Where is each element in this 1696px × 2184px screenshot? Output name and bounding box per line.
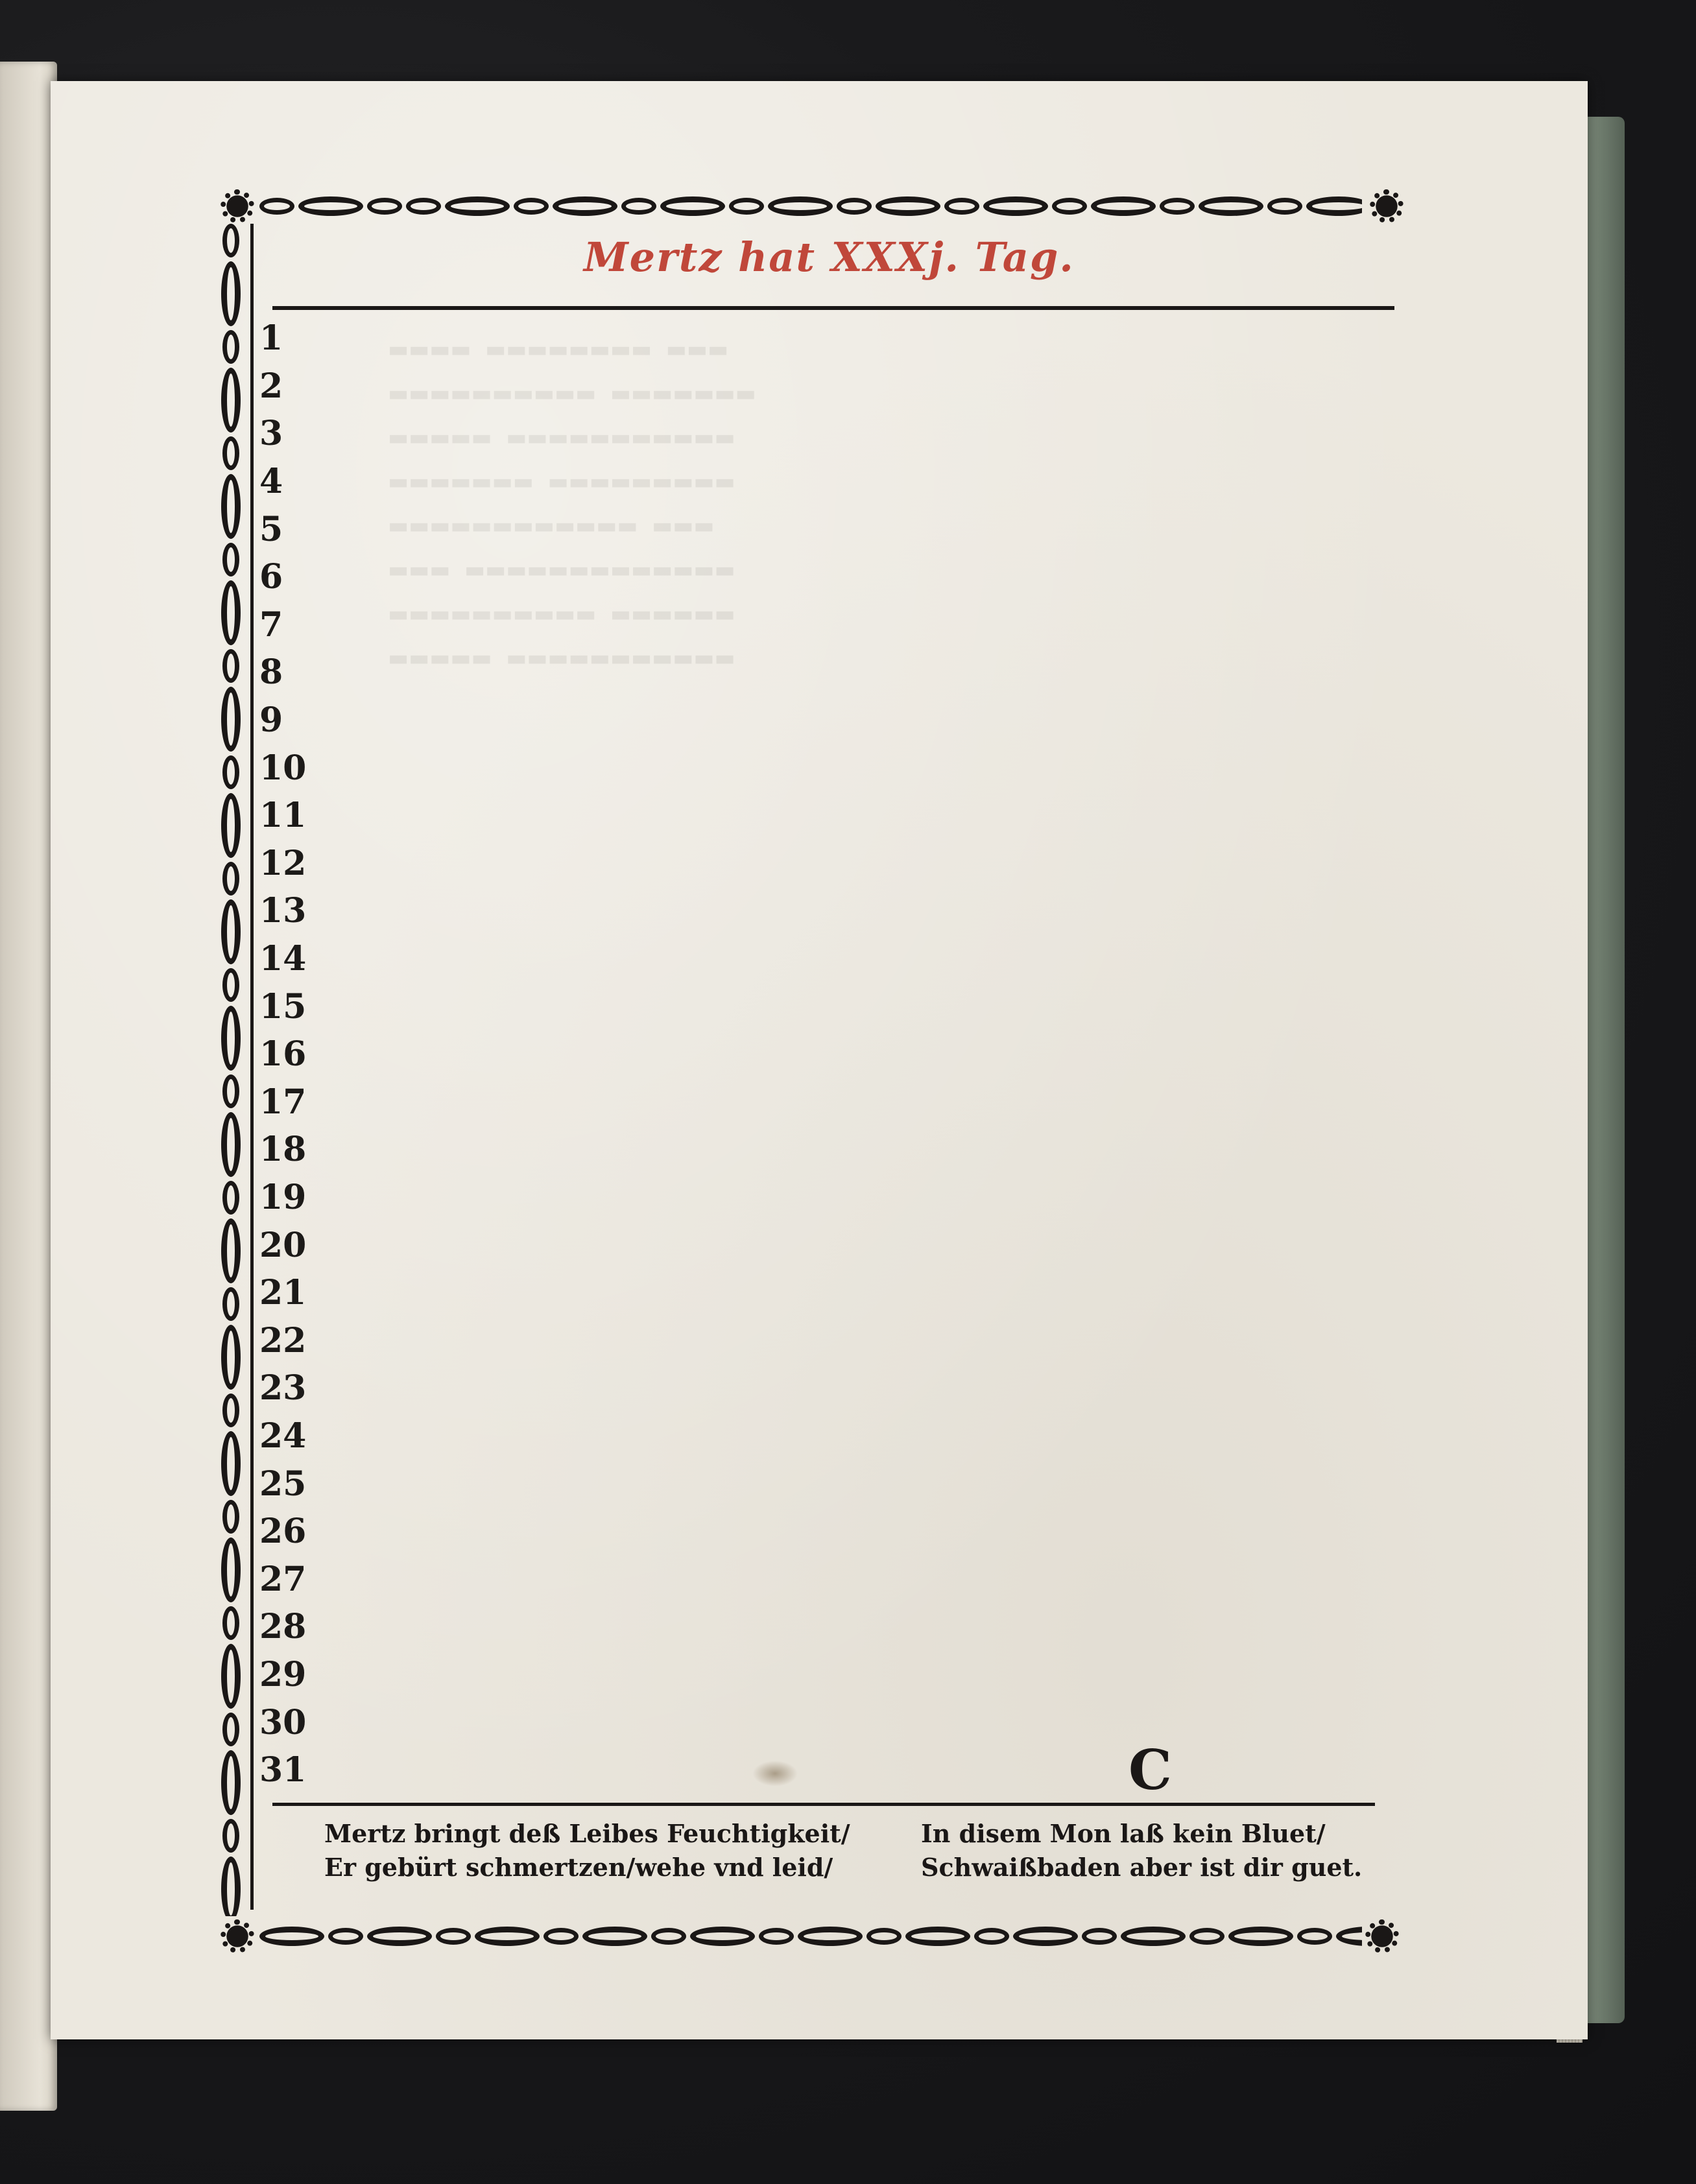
verse-line: Mertz bringt deß Leibes Feuchtigkeit/ (324, 1819, 850, 1848)
border-link (1336, 1927, 1362, 1946)
border-link (445, 196, 510, 216)
day-number: 19 (259, 1177, 307, 1217)
border-link (866, 1928, 902, 1945)
day-number: 2 (259, 366, 283, 406)
border-link (221, 580, 241, 645)
day-number: 26 (259, 1512, 307, 1552)
day-number: 30 (259, 1702, 307, 1742)
border-link (222, 862, 239, 896)
day-number: 8 (259, 652, 283, 693)
border-link (221, 261, 241, 326)
day-number: 21 (259, 1273, 307, 1313)
bottom-border-ornament (259, 1919, 1362, 1953)
verse-line: In disem Mon laß kein Bluet/ (921, 1819, 1326, 1848)
paper-stain (752, 1761, 798, 1786)
border-link (1082, 1928, 1117, 1945)
border-link (221, 474, 241, 539)
border-link (221, 793, 241, 858)
day-number: 1 (259, 318, 283, 359)
previous-page-edge (0, 62, 57, 2111)
day-number: 7 (259, 604, 283, 645)
border-link (222, 968, 239, 1002)
moon-phase-symbol: C (1129, 1738, 1172, 1802)
border-link (1189, 1928, 1224, 1945)
border-link (222, 649, 239, 683)
title-rule (272, 306, 1394, 310)
border-link (222, 330, 239, 364)
border-link (222, 1394, 239, 1427)
bleed-through-text: ▬▬▬▬ ▬▬▬▬▬▬▬▬ ▬▬▬ ▬▬▬▬▬▬▬▬▬▬ ▬▬▬▬▬▬▬ ▬▬▬▬▬ ▬▬▬▬▬▬▬▬▬▬▬ ▬▬▬▬▬▬▬ ▬▬▬▬▬▬▬▬▬ ▬▬▬▬▬▬▬▬▬▬▬▬ ▬▬▬ ▬▬▬ ▬▬▬▬▬▬▬▬▬▬▬▬▬ ▬▬▬▬▬▬▬▬▬▬ ▬▬▬▬▬▬ ▬▬▬▬▬ ▬▬▬▬▬▬▬▬▬▬▬ (388, 337, 756, 671)
border-link (222, 1500, 239, 1534)
border-link (298, 196, 363, 216)
day-number: 20 (259, 1225, 307, 1265)
border-link (222, 1074, 239, 1108)
left-border-ornament (214, 224, 248, 1916)
day-number: 6 (259, 557, 283, 597)
border-link (1199, 196, 1263, 216)
border-link (221, 687, 241, 752)
border-link (905, 1927, 970, 1946)
bottom-left-rosette (221, 1919, 254, 1953)
verse-line: Er gebürt schmertzen/wehe vnd leid/ (324, 1853, 833, 1882)
day-number: 29 (259, 1654, 307, 1694)
border-link (259, 198, 294, 215)
border-link (1121, 1927, 1186, 1946)
border-link (837, 198, 872, 215)
border-link (221, 1431, 241, 1496)
border-link (406, 198, 441, 215)
border-link (543, 1928, 579, 1945)
border-link (1052, 198, 1087, 215)
day-number: 11 (259, 796, 307, 836)
bottom-rule (272, 1803, 1375, 1806)
border-link (222, 543, 239, 576)
day-number: 31 (259, 1750, 307, 1790)
left-frame-rule (250, 224, 254, 1910)
day-number: 3 (259, 414, 283, 454)
border-link (651, 1928, 686, 1945)
border-link (436, 1928, 471, 1945)
border-link (221, 1325, 241, 1390)
day-number: 15 (259, 986, 307, 1027)
border-link (221, 899, 241, 964)
border-link (621, 198, 656, 215)
border-link (553, 196, 617, 216)
border-link (729, 198, 764, 215)
border-link (221, 1112, 241, 1177)
border-link (582, 1927, 647, 1946)
border-link (1013, 1927, 1078, 1946)
border-link (1160, 198, 1195, 215)
border-link (1306, 196, 1362, 216)
border-link (221, 1857, 241, 1916)
day-number: 9 (259, 700, 283, 741)
day-number: 18 (259, 1130, 307, 1170)
border-link (1297, 1928, 1332, 1945)
verse-left (324, 1817, 850, 1884)
border-link (222, 224, 239, 257)
border-link (876, 196, 940, 216)
day-number: 23 (259, 1368, 307, 1408)
border-link (222, 1606, 239, 1640)
month-title: Mertz hat XXXj. Tag. (584, 233, 1075, 281)
day-number: 4 (259, 462, 283, 502)
day-number: 28 (259, 1607, 307, 1647)
bottom-right-rosette (1365, 1919, 1399, 1953)
border-link (222, 436, 239, 470)
border-link (222, 1713, 239, 1746)
border-link (221, 1006, 241, 1071)
day-number: 25 (259, 1464, 307, 1504)
day-number: 16 (259, 1034, 307, 1074)
border-link (221, 368, 241, 433)
border-link (983, 196, 1048, 216)
border-link (690, 1927, 755, 1946)
border-link (475, 1927, 540, 1946)
border-link (221, 1644, 241, 1709)
border-link (974, 1928, 1009, 1945)
border-link (222, 1181, 239, 1215)
day-number: 14 (259, 939, 307, 979)
day-number: 24 (259, 1416, 307, 1456)
top-right-rosette (1370, 189, 1403, 223)
day-number: 22 (259, 1320, 307, 1360)
border-link (1091, 196, 1156, 216)
border-link (798, 1927, 863, 1946)
border-link (944, 198, 979, 215)
day-number: 27 (259, 1559, 307, 1599)
border-link (660, 196, 725, 216)
border-link (768, 196, 833, 216)
top-border-ornament (259, 189, 1362, 223)
verse-line: Schwaißbaden aber ist dir guet. (921, 1853, 1363, 1882)
day-number: 12 (259, 843, 307, 883)
border-link (221, 1537, 241, 1602)
border-link (328, 1928, 363, 1945)
top-left-rosette (221, 189, 254, 223)
border-link (221, 1218, 241, 1283)
border-link (759, 1928, 794, 1945)
border-link (222, 1819, 239, 1853)
day-number: 5 (259, 509, 283, 549)
border-link (367, 1927, 432, 1946)
day-number: 17 (259, 1082, 307, 1122)
day-number: 13 (259, 891, 307, 931)
border-link (514, 198, 549, 215)
verse-right (921, 1817, 1362, 1884)
border-link (222, 755, 239, 789)
border-link (1267, 198, 1302, 215)
border-link (259, 1927, 324, 1946)
day-number: 10 (259, 748, 307, 788)
border-link (1228, 1927, 1293, 1946)
border-link (221, 1750, 241, 1815)
border-link (222, 1287, 239, 1321)
border-link (367, 198, 402, 215)
day-number-column (259, 315, 324, 1794)
